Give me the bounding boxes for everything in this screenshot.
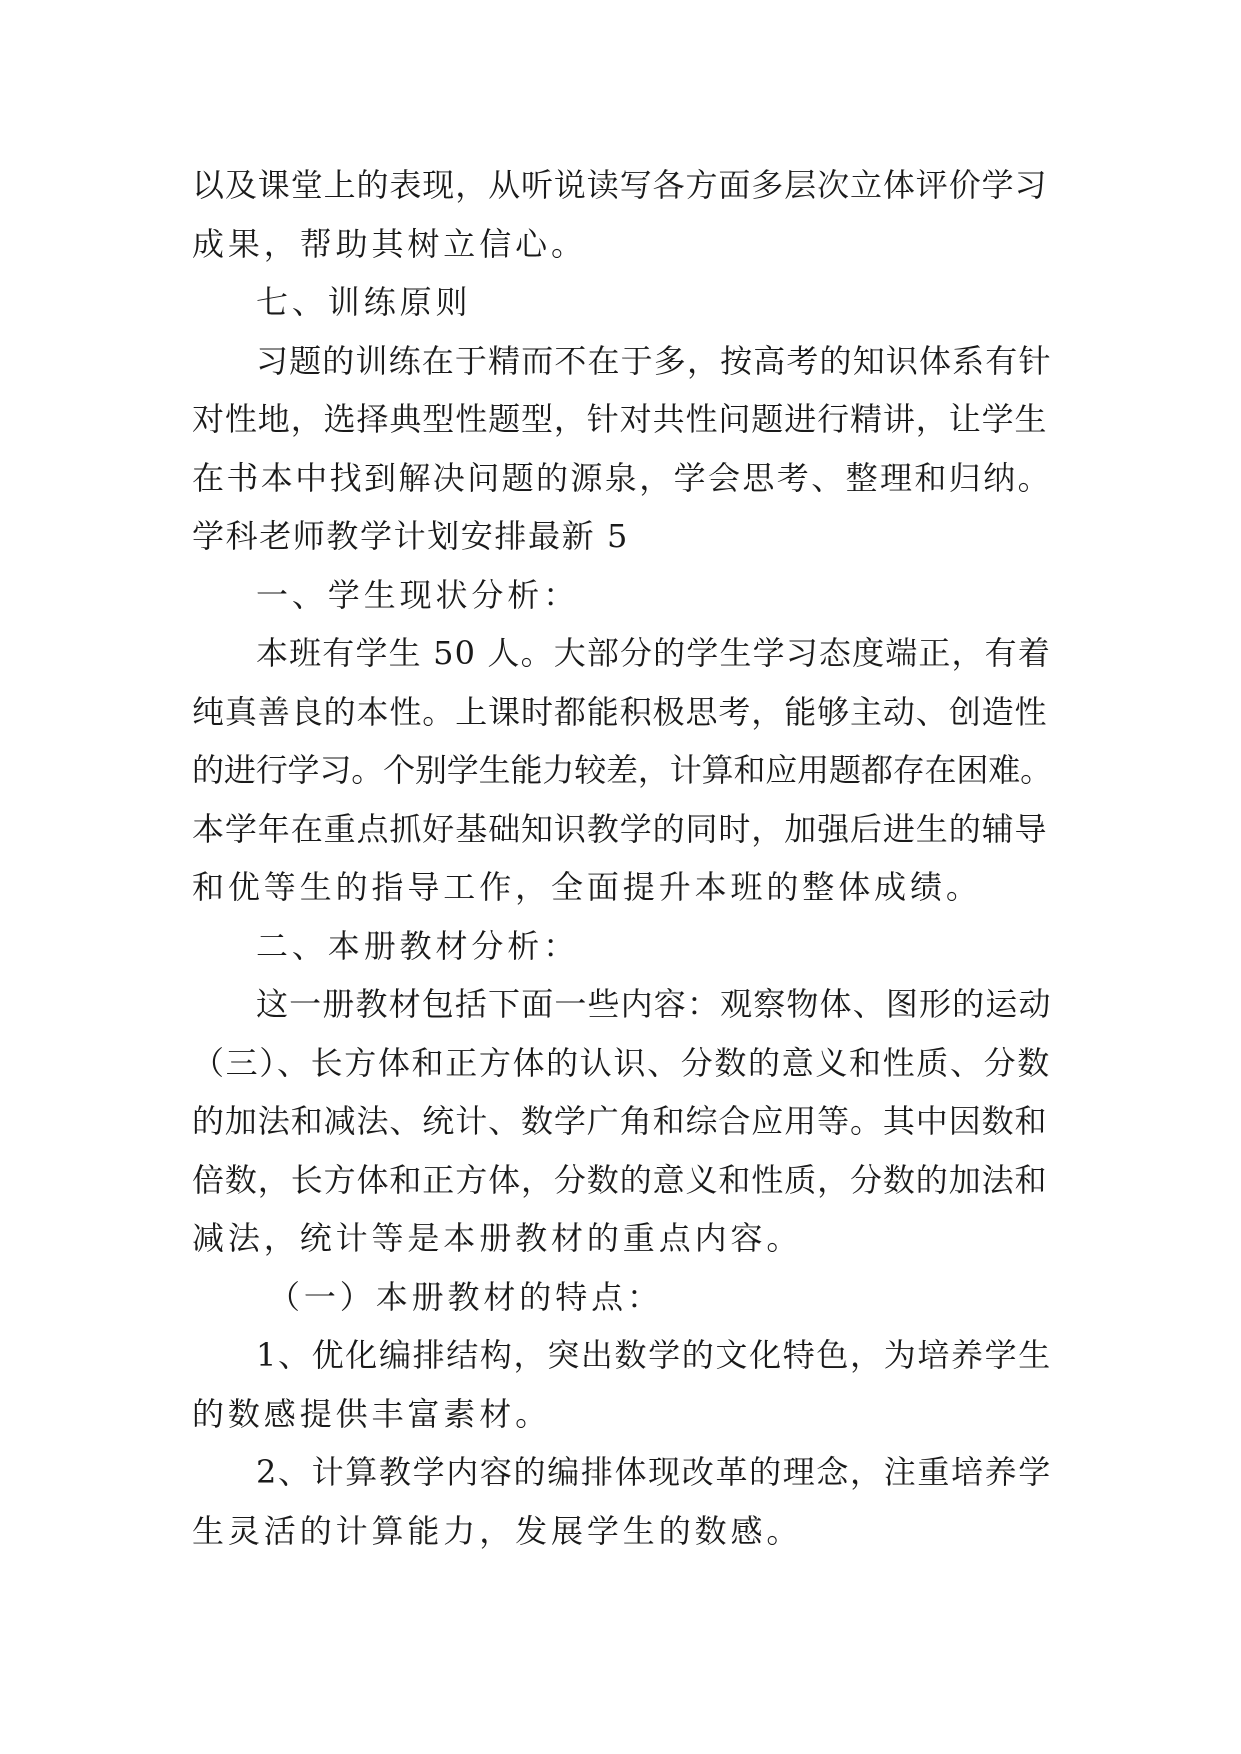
paragraph-line: 的数感提供丰富素材。	[192, 1394, 552, 1433]
paragraph-line: 在书本中找到解决问题的源泉，学会思考、整理和归纳。	[192, 458, 1053, 497]
document-body	[192, 156, 1052, 1560]
paragraph-line: 本学年在重点抓好基础知识教学的同时，加强后进生的辅导	[192, 809, 1048, 848]
paragraph-line: 这一册教材包括下面一些内容：观察物体、图形的运动	[256, 985, 1052, 1023]
paragraph-line: （三）、长方体和正方体的认识、分数的意义和性质、分数	[192, 1043, 1051, 1082]
section-heading: 一、学生现状分析：	[256, 575, 580, 614]
paragraph-line: 本班有学生 50 人。大部分的学生学习态度端正，有着	[256, 634, 1051, 672]
paragraph-line: 1、优化编排结构，突出数学的文化特色，为培养学生	[256, 1336, 1052, 1374]
paragraph-line: 习题的训练在于精而不在于多，按高考的知识体系有针	[256, 341, 1052, 380]
paragraph-line: 的加法和减法、统计、数学广角和综合应用等。其中因数和	[192, 1102, 1048, 1140]
paragraph-line: 减法，统计等是本册教材的重点内容。	[192, 1219, 803, 1257]
paragraph-line: 和优等生的指导工作，全面提升本班的整体成绩。	[192, 868, 982, 906]
paragraph-line: 倍数，长方体和正方体，分数的意义和性质，分数的加法和	[192, 1160, 1048, 1199]
section-heading: 七、训练原则	[256, 283, 472, 321]
paragraph-line: 对性地，选择典型性题型，针对共性问题进行精讲，让学生	[192, 400, 1048, 438]
paragraph-line: 的进行学习。个别学生能力较差，计算和应用题都存在困难。	[192, 751, 1052, 789]
document-title: 学科老师教学计划安排最新 5	[192, 517, 629, 555]
paragraph-line: 生灵活的计算能力，发展学生的数感。	[192, 1511, 803, 1550]
section-heading: 二、本册教材分析：	[256, 926, 580, 965]
paragraph-line: 纯真善良的本性。上课时都能积极思考，能够主动、创造性	[192, 692, 1048, 731]
paragraph-line: 以及课堂上的表现，从听说读写各方面多层次立体评价学习	[192, 166, 1048, 204]
paragraph-line: 成果，帮助其树立信心。	[192, 224, 587, 263]
subsection-heading: （一）本册教材的特点：	[268, 1277, 663, 1316]
paragraph-line: 2、计算教学内容的编排体现改革的理念，注重培养学	[256, 1453, 1052, 1491]
